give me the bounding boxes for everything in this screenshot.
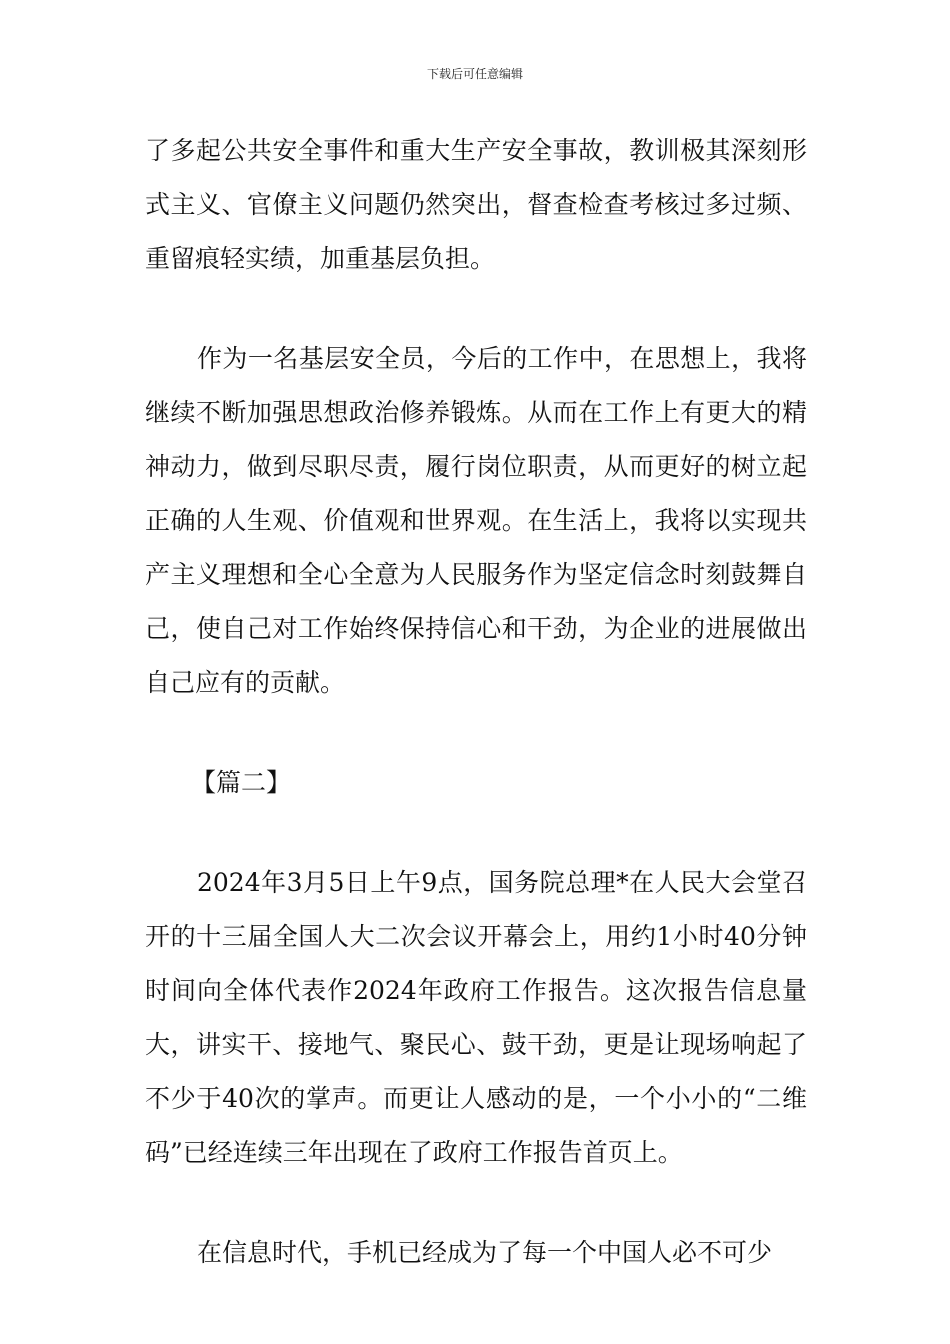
paragraph-gap: [145, 810, 807, 856]
paragraph-gap: [145, 710, 807, 756]
document-body: [145, 124, 807, 1280]
paragraph-continuation: 了多起公共安全事件和重大生产安全事故，教训极其深刻形式主义、官僚主义问题仍然突出，督查检查考核过多过频、重留痕轻实绩，加重基层负担。: [145, 136, 807, 273]
paragraph-information-age: 在信息时代，手机已经成为了每一个中国人必不可少: [197, 1238, 773, 1267]
paragraph-gap: [145, 1180, 807, 1226]
section-title: 【篇二】: [191, 768, 292, 797]
paragraph-gap: [145, 286, 807, 332]
paragraph-government-report: 2024年3月5日上午9点，国务院总理*在人民大会堂召开的十三届全国人大二次会议开幕会上，用约1小时40分钟时间向全体代表作2024年政府工作报告。这次报告信息量大，讲实干、接地气、聚民心、鼓干劲，更是让现场响起了不少于40次的掌声。而更让人感动的是，一个小小的“二维码”已经连续三年出现在了政府工作报告首页上。: [145, 868, 807, 1167]
page-header-note: 下载后可任意编辑: [426, 67, 523, 81]
paragraph-safety-officer: 作为一名基层安全员，今后的工作中，在思想上，我将继续不断加强思想政治修养锻炼。从而在工作上有更大的精神动力，做到尽职尽责，履行岗位职责，从而更好的树立起正确的人生观、价值观和世界观。在生活上，我将以实现共产主义理想和全心全意为人民服务作为坚定信念时刻鼓舞自己，使自己对工作始终保持信心和干劲，为企业的进展做出自己应有的贡献。: [145, 344, 807, 697]
